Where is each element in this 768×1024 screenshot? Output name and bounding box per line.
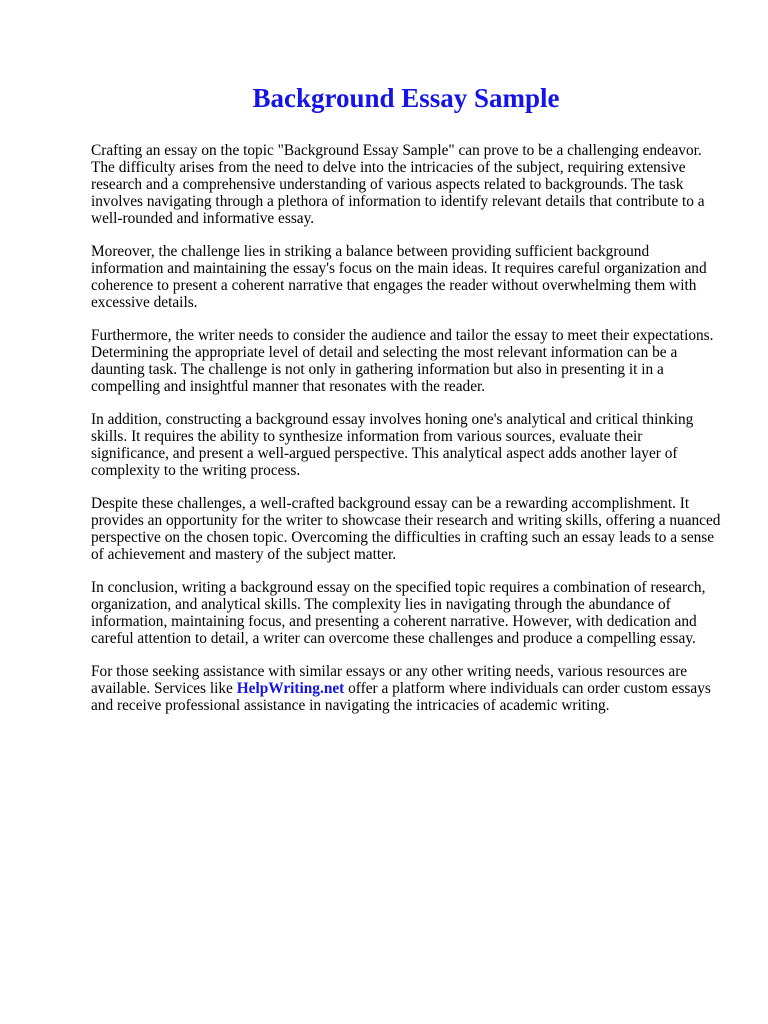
paragraph-1: Crafting an essay on the topic "Background Essay Sample" can prove to be a challenging endeavor. The difficulty arises from the need to delve into the intricacies of the subject, requiring extensive research and a comprehensive understanding of various aspects related to backgrounds. The task involves navigating through a plethora of information to identify relevant details that contribute to a well-rounded and informative essay. xyxy=(91,142,705,227)
paragraph-5: Despite these challenges, a well-crafted background essay can be a rewarding accomplishment. It provides an opportunity for the writer to showcase their research and writing skills, offering a nuanced perspective on the chosen topic. Overcoming the difficulties in crafting such an essay leads to a sense of achievement and mastery of the subject matter. xyxy=(91,495,721,563)
paragraph-7 xyxy=(91,663,721,714)
helpwriting-link[interactable]: HelpWriting.net xyxy=(236,680,345,697)
paragraph-7-text-after-link: offer a platform where individuals can order custom essays and receive professional assistance in navigating the intricacies of academic writing. xyxy=(91,680,711,714)
paragraph-6: In conclusion, writing a background essay on the specified topic requires a combination of research, organization, and analytical skills. The complexity lies in navigating through the abundance of information, maintaining focus, and presenting a coherent narrative. However, with dedication and careful attention to detail, a writer can overcome these challenges and produce a compelling essay. xyxy=(91,579,706,647)
paragraph-2: Moreover, the challenge lies in striking a balance between providing sufficient background information and maintaining the essay's focus on the main ideas. It requires careful organization and coherence to present a coherent narrative that engages the reader without overwhelming them with excessive details. xyxy=(91,243,707,311)
page-title: Background Essay Sample xyxy=(252,83,560,113)
paragraph-4: In addition, constructing a background essay involves honing one's analytical and critical thinking skills. It requires the ability to synthesize information from various sources, evaluate their significance, and present a well-argued perspective. This analytical aspect adds another layer of complexity to the writing process. xyxy=(91,411,694,479)
paragraph-7-text-before-link: For those seeking assistance with similar essays or any other writing needs, various resources are available. Services like xyxy=(91,663,688,697)
paragraph-3: Furthermore, the writer needs to consider the audience and tailor the essay to meet their expectations. Determining the appropriate level of detail and selecting the most relevant information can be a daunting task. The challenge is not only in gathering information but also in presenting it in a compelling and insightful manner that resonates with the reader. xyxy=(91,327,714,395)
